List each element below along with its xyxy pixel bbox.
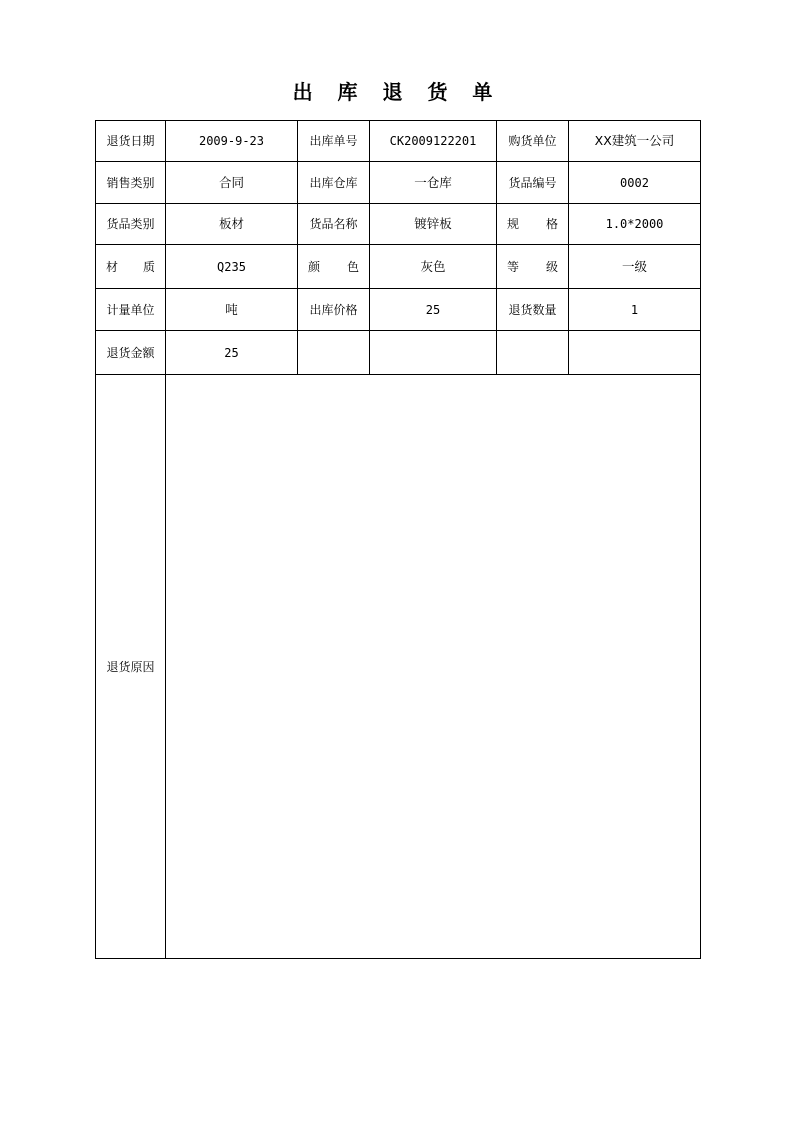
table-row <box>96 121 701 162</box>
buyer-label: 购货单位 <box>497 121 569 162</box>
unit-value[interactable]: 吨 <box>166 289 298 331</box>
return-amount-value[interactable]: 25 <box>166 331 298 375</box>
goods-category-value[interactable]: 板材 <box>166 204 298 245</box>
goods-name-label: 货品名称 <box>298 204 370 245</box>
table-row <box>96 331 701 375</box>
empty-cell[interactable] <box>298 331 370 375</box>
outbound-no-label: 出库单号 <box>298 121 370 162</box>
warehouse-value[interactable]: 一仓库 <box>370 162 497 204</box>
return-reason-value[interactable] <box>166 375 701 959</box>
outbound-no-value[interactable]: CK2009122201 <box>370 121 497 162</box>
goods-category-label: 货品类别 <box>96 204 166 245</box>
return-amount-label: 退货金额 <box>96 331 166 375</box>
table-row <box>96 375 701 959</box>
goods-name-value[interactable]: 镀锌板 <box>370 204 497 245</box>
sales-type-value[interactable]: 合同 <box>166 162 298 204</box>
grade-value[interactable]: 一级 <box>569 245 701 289</box>
unit-label: 计量单位 <box>96 289 166 331</box>
table-row <box>96 162 701 204</box>
spec-value[interactable]: 1.0*2000 <box>569 204 701 245</box>
table-row <box>96 289 701 331</box>
return-reason-label: 退货原因 <box>96 375 166 959</box>
return-date-label: 退货日期 <box>96 121 166 162</box>
empty-cell[interactable] <box>569 331 701 375</box>
return-date-value[interactable]: 2009-9-23 <box>166 121 298 162</box>
return-form-table <box>95 120 701 959</box>
empty-cell[interactable] <box>370 331 497 375</box>
goods-code-value[interactable]: 0002 <box>569 162 701 204</box>
empty-cell[interactable] <box>497 331 569 375</box>
material-label: 材 质 <box>96 245 166 289</box>
outbound-price-label: 出库价格 <box>298 289 370 331</box>
buyer-value[interactable]: XX建筑一公司 <box>569 121 701 162</box>
return-qty-label: 退货数量 <box>497 289 569 331</box>
warehouse-label: 出库仓库 <box>298 162 370 204</box>
outbound-price-value[interactable]: 25 <box>370 289 497 331</box>
spec-label: 规 格 <box>497 204 569 245</box>
page-title: 出 库 退 货 单 <box>292 80 502 104</box>
color-value[interactable]: 灰色 <box>370 245 497 289</box>
table-row <box>96 204 701 245</box>
return-qty-value[interactable]: 1 <box>569 289 701 331</box>
sales-type-label: 销售类别 <box>96 162 166 204</box>
material-value[interactable]: Q235 <box>166 245 298 289</box>
goods-code-label: 货品编号 <box>497 162 569 204</box>
color-label: 颜 色 <box>298 245 370 289</box>
grade-label: 等 级 <box>497 245 569 289</box>
table-row <box>96 245 701 289</box>
